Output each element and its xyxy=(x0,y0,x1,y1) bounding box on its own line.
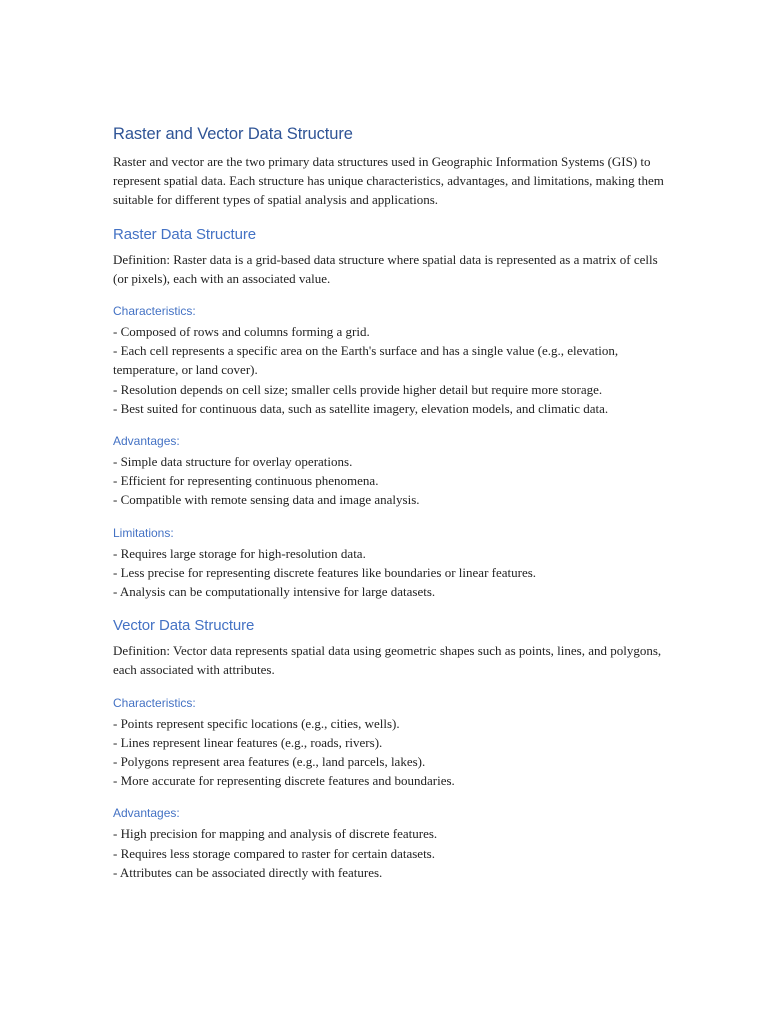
vector-advantages-list xyxy=(113,824,673,882)
list-item: - Compatible with remote sensing data and image analysis. xyxy=(113,492,420,508)
vector-definition: Definition: Vector data represents spatial data using geometric shapes such as points, lines, and polygons, each associated with attributes. xyxy=(113,643,662,678)
list-item: - Simple data structure for overlay operations. xyxy=(113,454,353,470)
list-item: - Lines represent linear features (e.g., roads, rivers). xyxy=(113,734,383,750)
list-item: - Efficient for representing continuous phenomena. xyxy=(113,473,379,489)
list-item: - Best suited for continuous data, such as satellite imagery, elevation models, and climatic data. xyxy=(113,400,609,416)
vector-characteristics-heading: Characteristics: xyxy=(113,695,196,710)
list-item: - Requires less storage compared to raster for certain datasets. xyxy=(113,845,435,861)
list-item: - High precision for mapping and analysis of discrete features. xyxy=(113,826,438,842)
raster-limitations-heading: Limitations: xyxy=(113,525,174,540)
raster-heading: Raster Data Structure xyxy=(113,225,256,243)
raster-advantages-list xyxy=(113,452,673,510)
list-item: - Points represent specific locations (e.g., cities, wells). xyxy=(113,715,400,731)
list-item: - More accurate for representing discrete features and boundaries. xyxy=(113,773,455,789)
raster-characteristics-heading: Characteristics: xyxy=(113,304,196,319)
vector-heading: Vector Data Structure xyxy=(113,617,255,635)
document-page xyxy=(113,122,673,882)
vector-advantages-heading: Advantages: xyxy=(113,806,180,821)
list-item: - Each cell represents a specific area on the Earth's surface and has a single value (e.g., elevation, temperature, or land cover). xyxy=(113,343,619,378)
vector-characteristics-list xyxy=(113,714,673,791)
list-item: - Analysis can be computationally intensive for large datasets. xyxy=(113,584,436,600)
list-item: - Resolution depends on cell size; smaller cells provide higher detail but require more storage. xyxy=(113,381,603,397)
raster-definition: Definition: Raster data is a grid-based data structure where spatial data is represented as a matrix of cells (or pixels), each with an associated value. xyxy=(113,251,658,286)
intro-paragraph: Raster and vector are the two primary data structures used in Geographic Information Systems (GIS) to represent spatial data. Each structure has unique characteristics, advantages, and limitations, making them suitable for different types of spatial analysis and applications. xyxy=(113,154,664,208)
list-item: - Attributes can be associated directly with features. xyxy=(113,864,383,880)
raster-limitations-list xyxy=(113,544,673,602)
list-item: - Less precise for representing discrete features like boundaries or linear features. xyxy=(113,564,537,580)
list-item: - Polygons represent area features (e.g., land parcels, lakes). xyxy=(113,754,426,770)
list-item: - Composed of rows and columns forming a grid. xyxy=(113,324,370,340)
raster-characteristics-list xyxy=(113,322,673,418)
list-item: - Requires large storage for high-resolution data. xyxy=(113,545,366,561)
document-title: Raster and Vector Data Structure xyxy=(113,125,353,143)
raster-advantages-heading: Advantages: xyxy=(113,434,180,449)
